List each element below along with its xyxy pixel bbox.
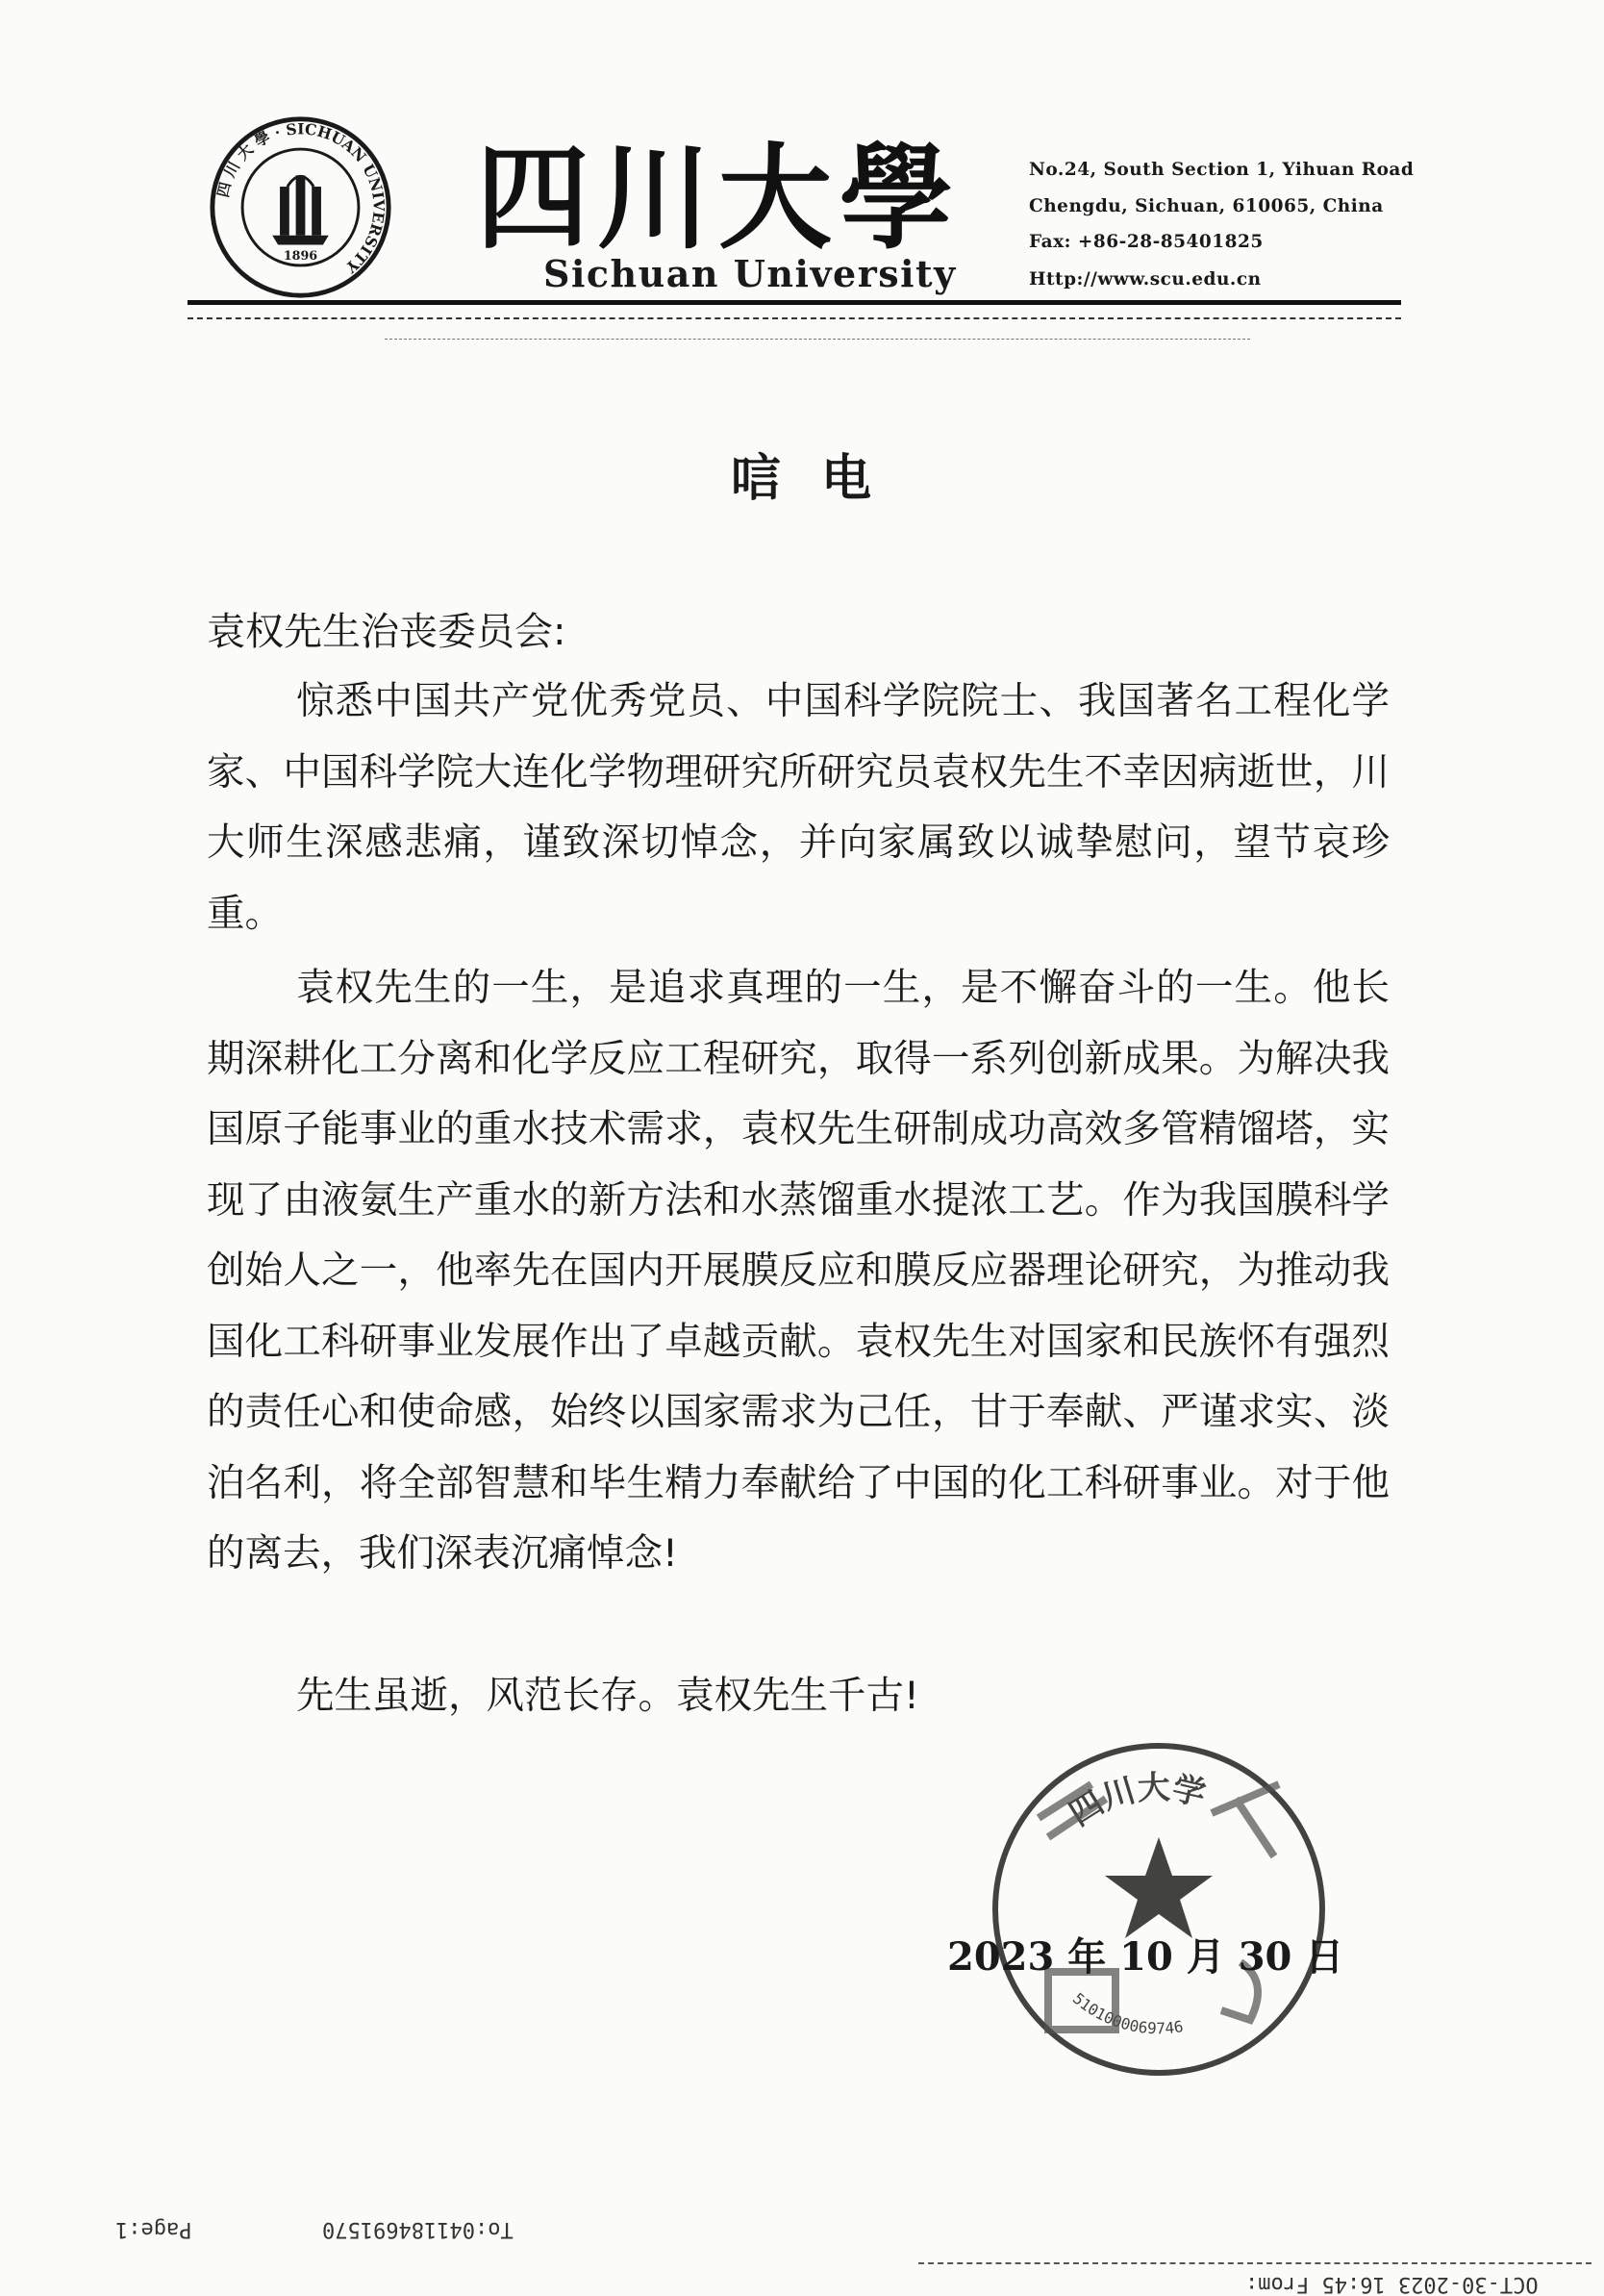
address-line-city: Chengdu, Sichuan, 610065, China (1029, 196, 1384, 216)
paragraph-tribute: 袁权先生的一生，是追求真理的一生，是不懈奋斗的一生。他长期深耕化工分离和化学反应工程研究，取得一系列创新成果。为解决我国原子能事业的重水技术需求，袁权先生研制成功高效多管精馏塔，实现了由液氨生产重水的新方法和水蒸馏重水提浓工艺。作为我国膜科学创始人之一，他率先在国内开展膜反应和膜反应器理论研究，为推动我国化工科研事业发展作出了卓越贡献。袁权先生对国家和民族怀有强烈的责任心和使命感，始终以国家需求为己任，甘于奉献、严谨求实、淡泊名利，将全部智慧和毕生精力奉献给了中国的化工科研事业。对于他的离去，我们深表沉痛悼念! (207, 966, 1390, 1576)
fax-to-number: To:041184691570 (322, 2217, 514, 2241)
paragraph-condolence: 惊悉中国共产党优秀党员、中国科学院院士、我国著名工程化学家、中国科学院大连化学物理研究所研究员袁权先生不幸因病逝世，川大师生深感悲痛，谨致深切悼念，并向家属致以诚挚慰问，望节哀珍重。 (207, 679, 1390, 936)
fax-footer-rule (918, 2262, 1591, 2264)
wordmark-text: 四川大學 (476, 131, 962, 265)
emblem-ring-text: 四 川 大 學 · SICHUAN UNIVERSITY (213, 119, 388, 277)
letterhead-rule-dotted (385, 339, 1250, 340)
fax-page-number: Page:1 (115, 2217, 192, 2241)
address-line-street: No.24, South Section 1, Yihuan Road (1029, 160, 1415, 180)
salutation: 袁权先生治丧委员会: (207, 610, 566, 654)
address-line-fax: Fax: +86-28-85401825 (1029, 232, 1264, 252)
address-line-website: Http://www.scu.edu.cn (1029, 269, 1262, 290)
university-emblem-logo (207, 114, 394, 301)
paragraph-closing: 先生虽逝，风范长存。袁权先生千古! (296, 1674, 919, 1718)
seal-serial-number: 5101000069746 (1068, 1989, 1185, 2038)
document-title: 唁电 (730, 450, 912, 508)
emblem-year: 1896 (283, 248, 318, 264)
official-seal-stamp (981, 1731, 1337, 2087)
seal-name-text: 四川大学 (1063, 1768, 1210, 1834)
fax-from-timestamp: OCT-30-2023 16:45 From: (1245, 2272, 1539, 2296)
seal-star-icon (1105, 1837, 1213, 1938)
university-english-name: Sichuan University (543, 252, 957, 295)
letterhead-rule-dashed (188, 317, 1401, 319)
signing-date: 2023 年 10 月 30 日 (947, 1934, 1344, 1980)
letterhead-rule-thick (188, 300, 1401, 305)
